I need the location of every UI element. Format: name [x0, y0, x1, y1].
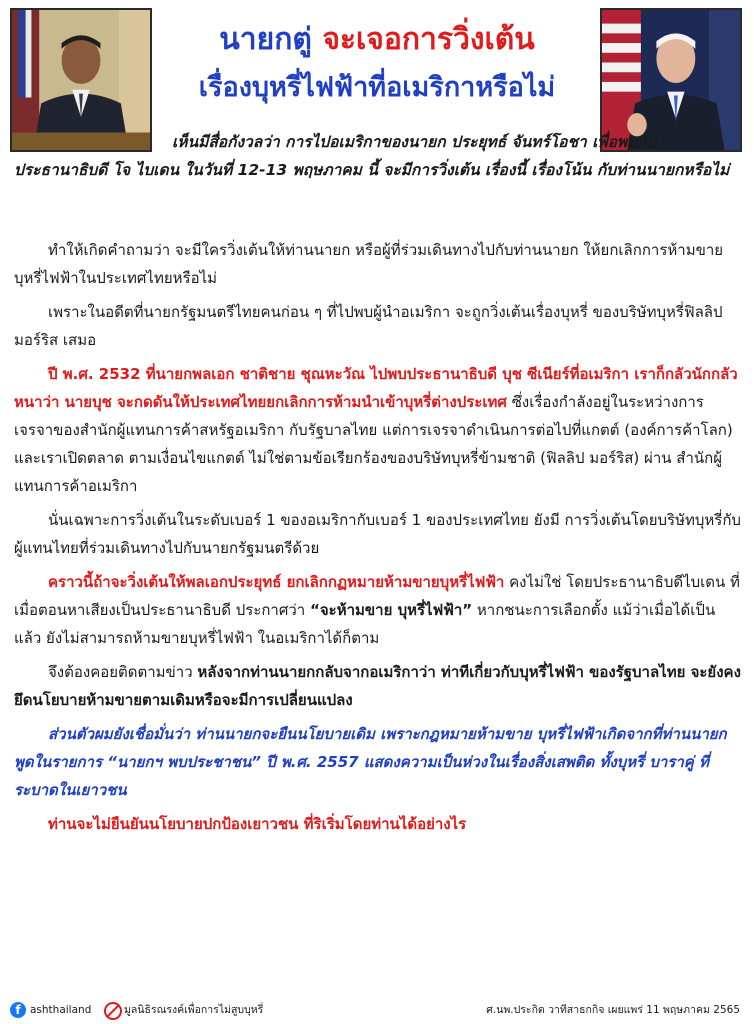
lead-paragraph: [14, 128, 744, 184]
headline-part-1: นายกตู่: [219, 22, 323, 57]
headline-line-1: [160, 20, 594, 60]
paragraph-2: เพราะในอดีตที่นายกรัฐมนตรีไทยคนก่อน ๆ ที่ไปพบผู้นำอเมริกา จะถูกวิ่งเต้นเรื่องบุหรี่ ของบริษัทบุหรี่ฟิลลิป มอร์ริส เสมอ: [14, 303, 723, 349]
no-smoking-icon: [104, 1002, 122, 1020]
paragraph-5-text: คงไม่ใช่ โดยประธานาธิบดีไบเดน ที่เมื่อตอนหาเสียงเป็นประธานาธิบดี ประกาศว่า: [14, 573, 740, 619]
footer: [0, 996, 754, 1024]
paragraph-3-text: ซึ่งเรื่องกำลังอยู่ในระหว่างการเจรจาของสำนักผู้แทนการค้าสหรัฐอเมริกา กับรัฐบาลไทย แต่การเจรจาดำเนินการต่อไปที่แกตต์ (องค์การค้าโลก) และเราเปิดตลาด ตามเงื่อนไขแกตต์ ไม่ใช่ตามข้อเรียกร้องของบริษัทบุหรี่ข้ามชาติ (ฟิลลิป มอร์ริส) ผ่าน สำนักผู้แทนการค้าอเมริกา: [14, 393, 733, 495]
author-credit: ศ.นพ.ประกิต วาทีสาธกกิจ เผยแพร่ 11 พฤษภาคม 2565: [486, 1004, 740, 1016]
article-body: [14, 236, 742, 844]
paragraph-5-quote: “จะห้ามขาย บุหรี่ไฟฟ้า”: [310, 601, 473, 619]
paragraph-5-end: หากชนะการเลือกตั้ง แม้ว่าเมื่อได้เป็นแล้ว ยังไม่สามารถห้ามขายบุหรี่ไฟฟ้า ในอเมริกาได้ก็ตาม: [14, 601, 716, 647]
paragraph-3: [14, 360, 742, 500]
headline-line-2: เรื่องบุหรี่ไฟฟ้าที่อเมริกาหรือไม่: [198, 72, 556, 103]
lead-text: เห็นมีสื่อกังวลว่า การไปอเมริกาของนายก ประยุทธ์ จันทร์โอชา เพื่อพบกับประธานาธิบดี โจ ไบเดน ในวันที่ 12-13 พฤษภาคม นี้ จะมีการวิ่งเต้น เรื่องนี้ เรื่องโน้น กับท่านนายกหรือไม่: [14, 133, 730, 179]
headline-part-2: จะเจอการวิ่งเต้น: [322, 22, 535, 57]
facebook-icon[interactable]: f: [10, 1002, 26, 1018]
paragraph-8: ท่านจะไม่ยืนยันนโยบายปกป้องเยาวชน ที่ริเริ่มโดยท่านได้อย่างไร: [48, 815, 467, 833]
paragraph-3-highlight: ปี พ.ศ. 2532 ที่นายกพลเอก ชาติชาย ชุณหะวัณ ไปพบประธานาธิบดี บุช ซีเนียร์ที่อเมริกา เราก็กลัวนักกลัวหนาว่า นายบุช จะกดดันให้ประเทศไทยยกเลิกการห้ามนำเข้าบุหรี่ต่างประเทศ: [14, 365, 738, 411]
paragraph-6-bold: หลังจากท่านนายกกลับจากอเมริกาว่า ท่าทีเกี่ยวกับบุหรี่ไฟฟ้า ของรัฐบาลไทย จะยังคงยึดนโยบายห้ามขายตามเดิมหรือจะมีการเปลี่ยนแปลง: [14, 663, 741, 709]
paragraph-7: ส่วนตัวผมยังเชื่อมั่นว่า ท่านนายกจะยืนนโยบายเดิม เพราะกฎหมายห้ามขาย บุหรี่ไฟฟ้าเกิดจากที่ท่านนายก พูดในรายการ “นายกฯ พบประชาชน” ปี พ.ศ. 2557 แสดงความเป็นห่วงในเรื่องสิ่งเสพติด ทั้งบุหรี่ บาราคู่ ที่ระบาดในเยาวชน: [14, 725, 727, 799]
paragraph-6: [14, 658, 742, 714]
organization-name: มูลนิธิรณรงค์เพื่อการไม่สูบบุหรี่: [124, 1004, 264, 1016]
paragraph-1: ทำให้เกิดคำถามว่า จะมีใครวิ่งเต้นให้ท่านนายก หรือผู้ที่ร่วมเดินทางไปกับท่านนายก ให้ยกเลิกการห้ามขายบุหรี่ไฟฟ้าในประเทศไทยหรือไม่: [14, 241, 724, 287]
facebook-handle[interactable]: ashthailand: [30, 1004, 92, 1016]
paragraph-4: นั่นเฉพาะการวิ่งเต้นในระดับเบอร์ 1 ของอเมริกากับเบอร์ 1 ของประเทศไทย ยังมี การวิ่งเต้นโดยบริษัทบุหรี่กับผู้แทนไทยที่ร่วมเดินทางไปกับนายกรัฐมนตรีด้วย: [14, 511, 741, 557]
paragraph-5-highlight: คราวนี้ถ้าจะวิ่งเต้นให้พลเอกประยุทธ์ ยกเลิกกฏหมายห้ามขายบุหรี่ไฟฟ้า: [48, 573, 505, 591]
paragraph-6-text: จึงต้องคอยติดตามข่าว: [48, 663, 198, 681]
paragraph-5: [14, 568, 742, 652]
